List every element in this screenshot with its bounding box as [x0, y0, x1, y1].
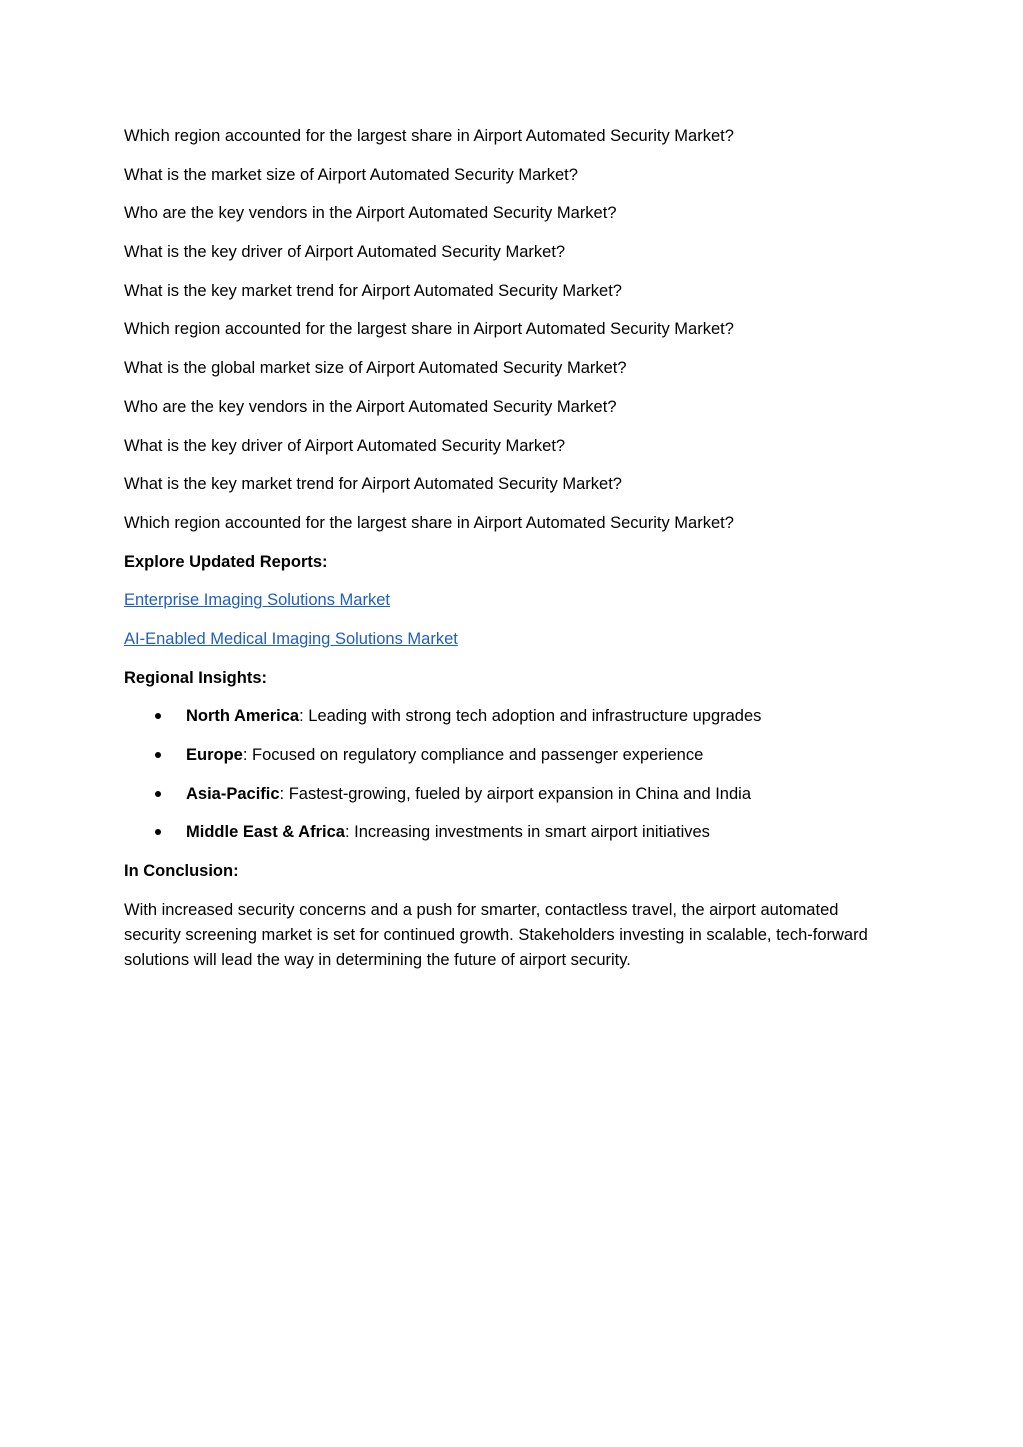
regional-heading: Regional Insights: [124, 668, 268, 687]
faq-question: Who are the key vendors in the Airport Automated Security Market? [124, 204, 617, 223]
region-description: : Increasing investments in smart airport initiatives [344, 823, 710, 842]
region-description: : Focused on regulatory compliance and passenger experience [242, 746, 704, 764]
bullet-icon [155, 791, 161, 797]
faq-question: Who are the key vendors in the Airport Automated Security Market? [124, 397, 617, 416]
region-name: Asia-Pacific [186, 784, 280, 803]
conclusion-text: With increased security concerns and a push for smarter, contactless travel, the airport automated security screening market is set for continued growth. Stakeholders investing in scalable, tech-forward solutions will lead the way in determining the future of airport security. [124, 900, 868, 969]
faq-question: What is the key driver of Airport Automated Security Market? [124, 436, 566, 455]
list-item [124, 743, 884, 767]
regional-insights-list [124, 704, 884, 844]
faq-question: What is the market size of Airport Automated Security Market? [124, 165, 578, 184]
bullet-icon [155, 752, 161, 758]
region-description: : Fastest-growing, fueled by airport expansion in China and India [279, 784, 751, 803]
region-name: Europe [186, 746, 243, 764]
document-page [124, 124, 884, 987]
conclusion-heading: In Conclusion: [124, 862, 239, 881]
bullet-icon [155, 829, 161, 835]
reports-heading: Explore Updated Reports: [124, 552, 328, 571]
faq-question: What is the key market trend for Airport Automated Security Market? [124, 475, 622, 494]
faq-question: Which region accounted for the largest share in Airport Automated Security Market? [124, 513, 734, 532]
region-description: : Leading with strong tech adoption and infrastructure upgrades [299, 707, 762, 726]
list-item [124, 820, 884, 844]
faq-question: What is the key driver of Airport Automated Security Market? [124, 243, 566, 262]
list-item [124, 782, 884, 806]
faq-question: Which region accounted for the largest share in Airport Automated Security Market? [124, 127, 734, 145]
report-link-item [124, 627, 884, 651]
report-link-item [124, 588, 884, 612]
list-item [124, 704, 884, 728]
faq-question: What is the key market trend for Airport Automated Security Market? [124, 281, 622, 300]
region-name: North America [186, 707, 300, 726]
bullet-icon [155, 713, 161, 719]
report-link-ai-medical-imaging[interactable]: AI-Enabled Medical Imaging Solutions Market [124, 629, 458, 648]
faq-question: What is the global market size of Airport Automated Security Market? [124, 359, 627, 378]
report-link-enterprise-imaging[interactable]: Enterprise Imaging Solutions Market [124, 591, 390, 610]
faq-question: Which region accounted for the largest share in Airport Automated Security Market? [124, 320, 734, 339]
region-name: Middle East & Africa [186, 823, 345, 842]
